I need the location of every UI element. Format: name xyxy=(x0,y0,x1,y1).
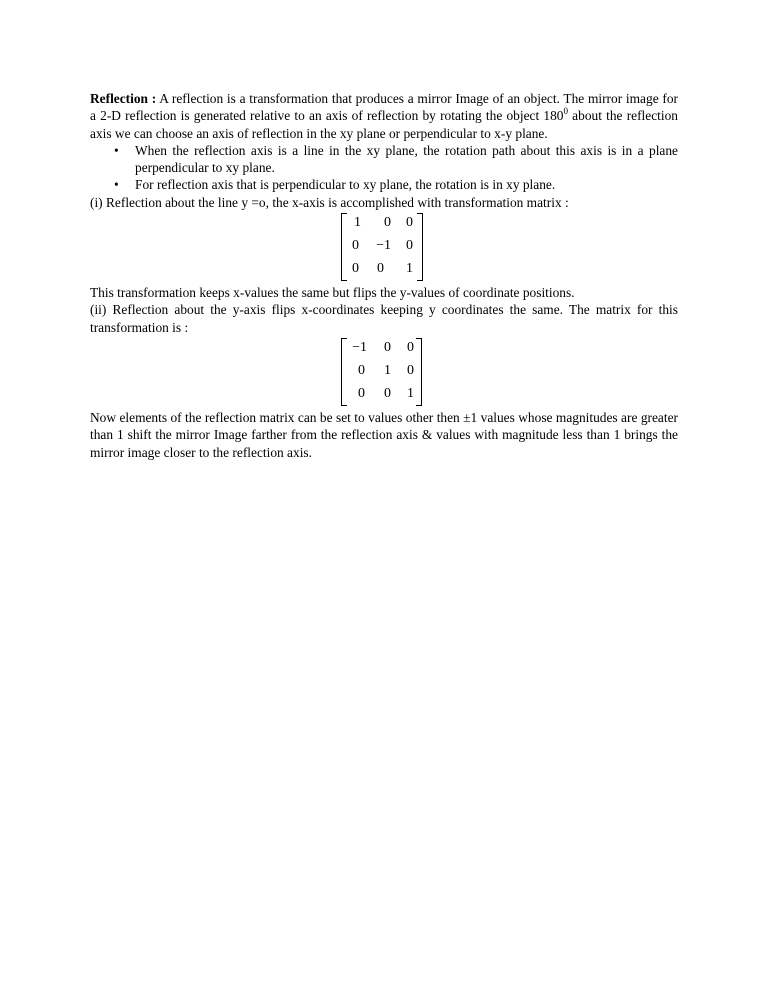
section-heading: Reflection : xyxy=(90,91,157,106)
bullet-text-2: For reflection axis that is perpendicular to xy plane, the rotation is in xy plane. xyxy=(135,177,556,193)
matrix-cell: 0 xyxy=(377,261,384,277)
matrix-cell: 0 xyxy=(384,385,391,401)
matrix-cell: 0 xyxy=(406,238,413,254)
matrix-row-1 xyxy=(341,212,423,234)
matrix-cell: 1 xyxy=(407,385,414,401)
matrix-row-1 xyxy=(341,337,422,359)
matrix-cell: 0 xyxy=(352,238,359,254)
bullet-icon: • xyxy=(114,177,119,193)
matrix-cell: 1 xyxy=(384,362,391,378)
matrix-block-2 xyxy=(90,336,678,409)
matrix-cell: 1 xyxy=(354,215,361,231)
bullet-item-2 xyxy=(90,176,678,193)
matrix-cell: 0 xyxy=(406,215,413,231)
closing-paragraph: Now elements of the reflection matrix can be set to values other then ±1 values whose magnitudes are greater than 1 shift the mirror Image farther from the reflection axis & values with magnitude less than 1 brings the mirror image closer to the reflection axis. xyxy=(90,409,678,460)
matrix-cell: 0 xyxy=(358,385,365,401)
matrix-cell: 0 xyxy=(352,261,359,277)
matrix-cell: 0 xyxy=(407,339,414,355)
matrix-cell: 0 xyxy=(358,362,365,378)
document-page xyxy=(90,90,678,461)
matrix-cell: 0 xyxy=(407,362,414,378)
bullet-list xyxy=(90,142,678,194)
intro-paragraph xyxy=(90,90,678,142)
bullet-item-1 xyxy=(90,142,678,177)
bullet-text-1: When the reflection axis is a line in the xy plane, the rotation path about this axis is in a plane perpendicular to xy plane. xyxy=(135,142,678,176)
matrix-cell: 1 xyxy=(406,261,413,277)
matrix-row-3 xyxy=(341,383,422,405)
matrix-cell: 0 xyxy=(384,215,391,231)
reflection-matrix-x-axis xyxy=(341,213,423,281)
matrix-row-2 xyxy=(341,360,422,382)
matrix-cell: 0 xyxy=(384,339,391,355)
case1-intro: (i) Reflection about the line y =o, the x-axis is accomplished with transformation matrix : xyxy=(90,194,569,210)
reflection-matrix-y-axis xyxy=(341,338,422,406)
bullet-icon: • xyxy=(114,142,119,158)
matrix-row-3 xyxy=(341,258,423,280)
case2-intro: (ii) Reflection about the y-axis flips x-coordinates keeping y coordinates the same. The matrix for this transformation is : xyxy=(90,302,678,335)
degree-superscript: 0 xyxy=(563,106,568,117)
intro-text-part1: A reflection is a transformation that produces a mirror Image of an object. The mirror image for a 2-D reflection is generated relative to an axis of reflection by rotating the object 180 xyxy=(90,91,678,124)
matrix-cell: −1 xyxy=(352,339,367,355)
matrix-row-2 xyxy=(341,235,423,257)
matrix-block-1 xyxy=(90,211,678,284)
case1-after: This transformation keeps x-values the same but flips the y-values of coordinate positions. xyxy=(90,285,575,301)
intro-text-part2: about the reflection axis we can choose an axis of reflection in the xy plane or perpendicular to x-y plane. xyxy=(90,108,678,141)
matrix-cell: −1 xyxy=(376,238,391,254)
